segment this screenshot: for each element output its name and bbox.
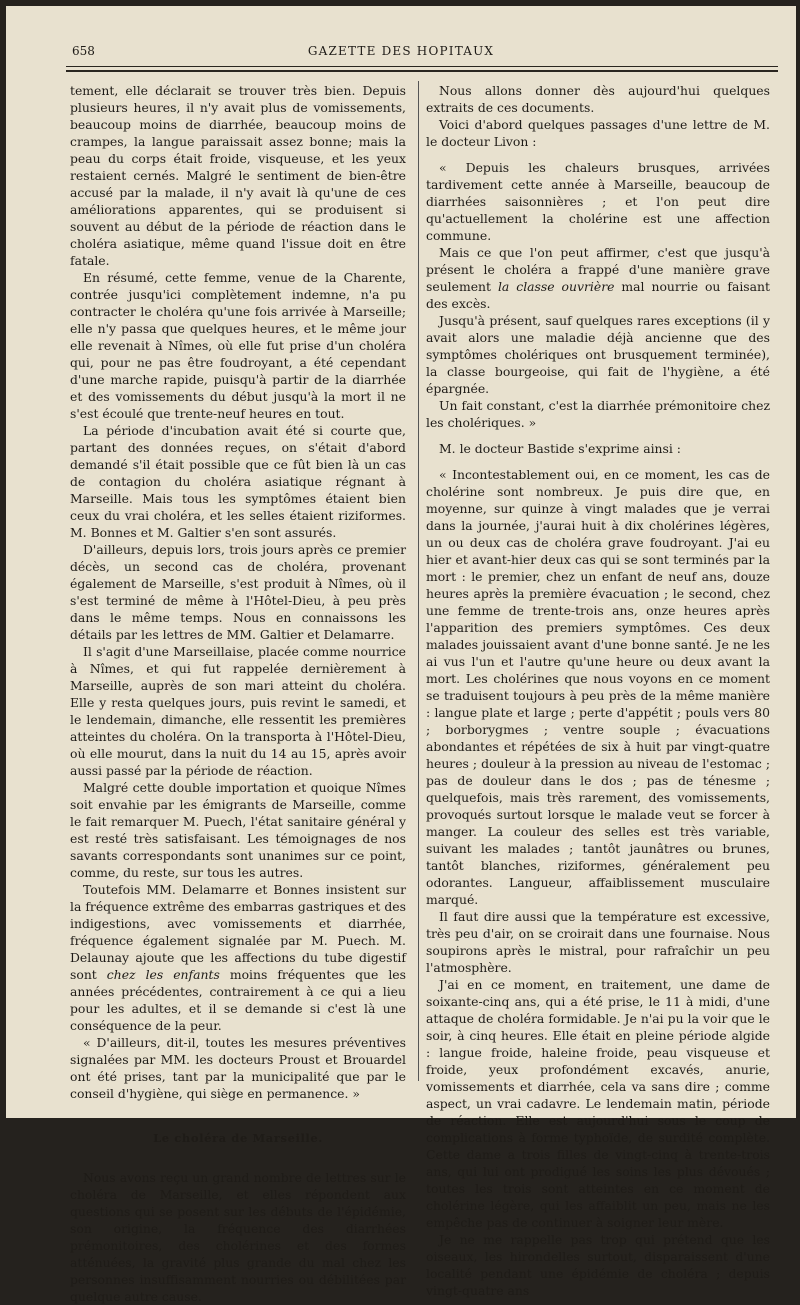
paragraph-text: Mais ce que l'on peut affirmer, c'est que jusqu'à présent le choléra a frappé d'une manière grave seulement xyxy=(426,245,770,294)
paragraph: Jusqu'à présent, sauf quelques rares exceptions (il y avait alors une maladie déjà ancienne que des symptômes cholériques ont brusquement terminée), la classe bourgeoise, qui fait de l'hygiène, a été épargnée. xyxy=(426,313,770,396)
left-column xyxy=(70,82,406,1305)
paragraph: Un fait constant, c'est la diarrhée prémonitoire chez les cholériques. » xyxy=(426,398,770,430)
paragraph: J'ai en ce moment, en traitement, une dame de soixante-cinq ans, qui a été prise, le 11 à midi, d'une attaque de choléra formidable. Je n'ai pu la voir que le soir, à cinq heures. Elle était en pleine période algide : langue froide, haleine froide, peau visqueuse et froide, yeux profondément excavés, anurie, vomissements et diarrhée, cela va sans dire ; comme aspect, un vrai cadavre. Le lendemain matin, période de réaction. Elle est aujourd'hui sous le coup de complications à forme typhoïde, de surdité complète. Cette dame a trois filles de vingt-cinq à trente-trois ans, qui lui ont prodigué les soins les plus dévoués ; toutes les trois sont atteintes en ce moment de cholérine légère, qui les affaiblit un peu, mais ne les empêche pas de continuer à soigner leur mère. xyxy=(426,977,770,1230)
section-heading: Le choléra de Marseille. xyxy=(153,1131,323,1145)
paragraph: La période d'incubation avait été si courte que, partant des données reçues, on s'était d'abord demandé s'il était possible que ce fût bien là un cas de contagion du choléra asiatique régnant à Marseille. Mais tous les symptômes étaient bien ceux du vrai choléra, et les selles étaient riziformes. M. Bonnes et M. Galtier s'en sont assurés. xyxy=(70,423,406,540)
paragraph: Voici d'abord quelques passages d'une lettre de M. le docteur Livon : xyxy=(426,117,770,149)
italic-text: chez les enfants xyxy=(106,967,220,982)
paragraph xyxy=(426,244,770,312)
paragraph: « D'ailleurs, dit-il, toutes les mesures préventives signalées par MM. les docteurs Proust et Brouardel ont été prises, tant par la municipalité que par le conseil d'hygiène, qui siège en permanence. » xyxy=(70,1035,406,1101)
header-rule xyxy=(66,66,778,67)
paragraph: Nous allons donner dès aujourd'hui quelques extraits de ces documents. xyxy=(426,83,770,115)
paragraph-text: Toutefois MM. Delamarre et Bonnes insistent sur la fréquence extrême des embarras gastriques et des indigestions, avec vomissements et diarrhée, fréquence également signalée par M. Puech. M. Delaunay ajoute que les affections du tube digestif sont xyxy=(70,882,406,982)
italic-text: la classe ouvrière xyxy=(497,279,615,294)
page-number: 658 xyxy=(72,44,95,58)
right-column xyxy=(426,82,770,1299)
paragraph: M. le docteur Bastide s'exprime ainsi : xyxy=(439,441,681,456)
paragraph-text: mal nourrie ou faisant des excès. xyxy=(426,279,771,311)
newspaper-page xyxy=(6,6,796,1304)
paragraph xyxy=(70,881,406,1034)
paragraph: Il faut dire aussi que la température est excessive, très peu d'air, on se croirait dans une fournaise. Nous soupirons après le mistral, pour rafraîchir un peu l'atmosphère. xyxy=(426,909,770,975)
paragraph: Il s'agit d'une Marseillaise, placée comme nourrice à Nîmes, et qui fut rappelée dernièrement à Marseille, auprès de son mari atteint du choléra. Elle y resta quelques jours, puis revint le samedi, et le lendemain, dimanche, elle ressentit les premières atteintes du choléra. On la transporta à l'Hôtel-Dieu, où elle mourut, dans la nuit du 14 au 15, après avoir aussi passé par la période de réaction. xyxy=(70,644,406,778)
column-divider xyxy=(418,81,419,1081)
paragraph: Malgré cette double importation et quoique Nîmes soit envahie par les émigrants de Marseille, comme le fait remarquer M. Puech, l'état sanitaire général y est resté très satisfaisant. Les témoignages de nos savants correspondants sont unanimes sur ce point, comme, du reste, sur tous les autres. xyxy=(70,780,406,880)
header-rule-thick xyxy=(66,70,778,72)
running-title: GAZETTE DES HOPITAUX xyxy=(307,44,495,58)
paragraph: Nous avons reçu un grand nombre de lettres sur le choléra de Marseille, et elles répondent aux questions qui se posent sur les débuts de l'épidémie, son origine, la fréquence des diarrhées prémonitoires, des cholérines et des formes atténuées, la gravité plus grande du mal chez les personnes insuffisamment nourries ou débilitées par quelque autre cause. xyxy=(70,1170,406,1304)
paragraph: tement, elle déclarait se trouver très bien. Depuis plusieurs heures, il n'y avait plus de vomissements, beaucoup moins de diarrhée, beaucoup moins de crampes, la langue paraissait assez bonne; mais la peau du corps était froide, visqueuse, et les yeux restaient cernés. Malgré le sentiment de bien-être accusé par la malade, il n'y avait là qu'une de ces améliorations apparentes, qui se produisent si souvent au début de la période de réaction dans le choléra asiatique, même quand l'issue doit en être fatale. xyxy=(70,83,406,268)
quote-paragraph: « Depuis les chaleurs brusques, arrivées tardivement cette année à Marseille, beaucoup de diarrhées saisonnières ; et l'on peut dire qu'actuellement la cholérine est une affection commune. xyxy=(426,160,770,243)
paragraph: Je ne me rappelle pas trop qui prétend que les oiseaux, les hirondelles surtout, disparaissent d'une localité pendant une épidémie de choléra ; depuis vingt-quatre ans xyxy=(426,1232,770,1298)
paragraph: En résumé, cette femme, venue de la Charente, contrée jusqu'ici complètement indemne, n'a pu contracter le choléra qu'une fois arrivée à Marseille; elle n'y passa que quelques heures, et le même jour elle revenait à Nîmes, où elle fut prise d'un choléra qui, pour ne pas être foudroyant, a été cependant d'une marche rapide, puisqu'à partir de la diarrhée et des vomissements du début jusqu'à la mort il ne s'est écoulé que trente-neuf heures en tout. xyxy=(70,270,406,421)
paragraph: D'ailleurs, depuis lors, trois jours après ce premier décès, un second cas de choléra, provenant également de Marseille, s'est produit à Nîmes, où il s'est terminé de même à l'Hôtel-Dieu, à peu près dans le même temps. Nous en connaissons les détails par les lettres de MM. Galtier et Delamarre. xyxy=(70,542,406,642)
paragraph-text: moins fréquentes que les années précédentes, contrairement à ce qui a lieu pour les adultes, et il se demande si c'est là une conséquence de la peur. xyxy=(70,967,406,1033)
quote-paragraph: « Incontestablement oui, en ce moment, les cas de cholérine sont nombreux. Je puis dire que, en moyenne, sur quinze à vingt malades que je verrai dans la journée, j'aurai huit à dix cholérines légères, un ou deux cas de choléra grave foudroyant. J'ai eu hier et avant-hier deux cas qui se sont terminés par la mort : le premier, chez un enfant de neuf ans, douze heures après la première évacuation ; le second, chez une femme de trente-trois ans, onze heures après l'apparition des premiers symptômes. Ces deux malades jouissaient avant d'une bonne santé. Je ne les ai vus l'un et l'autre qu'une heure ou deux avant la mort. Les cholérines que nous voyons en ce moment se traduisent toujours à peu près de la même manière : langue plate et large ; perte d'appétit ; pouls vers 80 ; borborygmes ; ventre souple ; évacuations abondantes et répétées de six à huit par vingt-quatre heures ; douleur à la pression au niveau de l'estomac ; pas de douleur dans le dos ; pas de ténesme ; quelquefois, mais très rarement, des vomissements, provoqués surtout lorsque le malade veut se forcer à manger. La couleur des selles est très variable, suivant les malades ; tantôt jaunâtres ou brunes, tantôt blanches, riziformes, généralement peu odorantes. Langueur, affaiblissement musculaire marqué. xyxy=(426,467,770,907)
